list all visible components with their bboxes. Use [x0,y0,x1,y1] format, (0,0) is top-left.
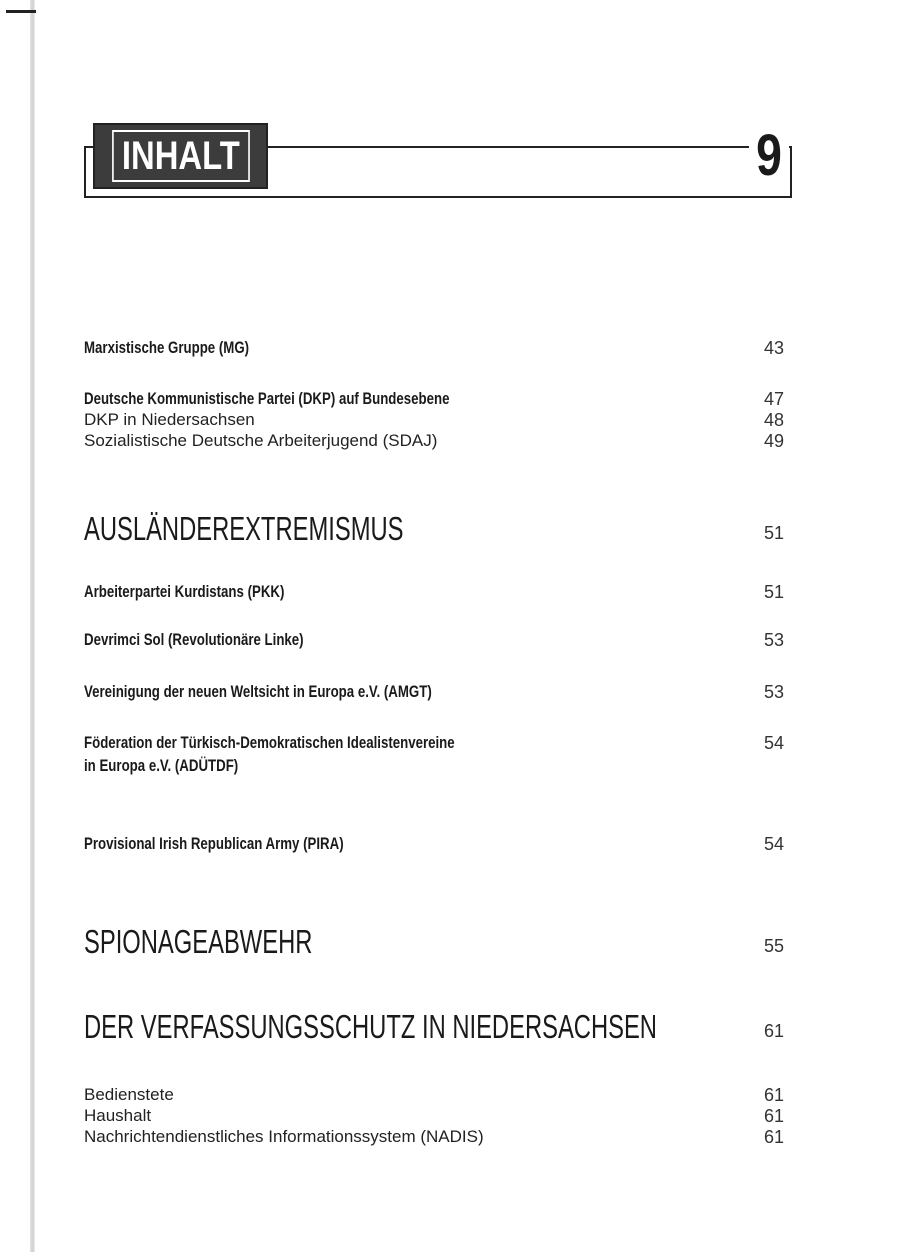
toc-section [84,1009,784,1045]
contents-heading-box [93,123,268,189]
toc-entry-page: 54 [763,834,784,854]
toc-section [84,511,784,547]
corner-mark [6,10,36,13]
toc-entry-title: Vereinigung der neuen Weltsicht in Europa e.V. (AMGT) [84,682,432,701]
toc-entry [84,1106,784,1126]
chapter-number: 9 [749,124,789,188]
toc-entry-page: 55 [763,936,784,956]
toc-entry [84,389,784,409]
toc-entry-title: in Europa e.V. (ADÜTDF) [84,756,239,775]
toc-entry-title: Bedienstete [84,1085,174,1104]
toc-entry-page: 61 [763,1106,784,1126]
toc-entry [84,733,784,753]
toc-section-title: SPIONAGEABWEHR [84,923,313,960]
toc-entry-page: 53 [763,630,784,650]
toc-entry-title: Föderation der Türkisch-Demokratischen Idealistenvereine [84,733,455,752]
toc-section [84,924,784,960]
toc-entry-page: 48 [763,410,784,430]
toc-entry [84,582,784,602]
page-binding-edge [30,0,35,1252]
toc-entry-page: 61 [763,1127,784,1147]
toc-entry [84,338,784,358]
toc-entry [84,410,784,430]
toc-entry [84,630,784,650]
toc-entry-page: 51 [763,582,784,602]
contents-heading: INHALT [112,130,249,182]
toc-entry [84,682,784,702]
toc-entry-title: Haushalt [84,1106,152,1125]
toc-entry [84,834,784,854]
toc-entry-page: 51 [763,523,784,543]
toc-entry-title: Arbeiterpartei Kurdistans (PKK) [84,582,285,601]
toc-entry [84,431,784,451]
toc-entry [84,1085,784,1105]
toc-entry [84,1127,784,1147]
toc-entry-title: Sozialistische Deutsche Arbeiterjugend (SDAJ) [84,431,438,450]
toc-entry-page: 53 [763,682,784,702]
toc-entry-title: Devrimci Sol (Revolutionäre Linke) [84,630,304,649]
toc-entry-title: Nachrichtendienstliches Informationssystem (NADIS) [84,1127,484,1146]
toc-entry-page: 61 [763,1021,784,1041]
toc-section-title: DER VERFASSUNGSSCHUTZ IN NIEDERSACHSEN [84,1008,657,1045]
toc-entry-page: 47 [763,389,784,409]
toc-entry-page: 49 [763,431,784,451]
toc-entry-page: 61 [763,1085,784,1105]
toc-entry-title: Provisional Irish Republican Army (PIRA) [84,834,344,853]
toc-entry-page: 43 [763,338,784,358]
toc-entry-title: DKP in Niedersachsen [84,410,255,429]
toc-section-title: AUSLÄNDEREXTREMISMUS [84,510,404,547]
toc-entry-continuation [84,756,784,776]
toc-entry-title: Deutsche Kommunistische Partei (DKP) auf Bundesebene [84,389,450,408]
toc-entry-page: 54 [763,733,784,753]
toc-entry-title: Marxistische Gruppe (MG) [84,338,250,357]
